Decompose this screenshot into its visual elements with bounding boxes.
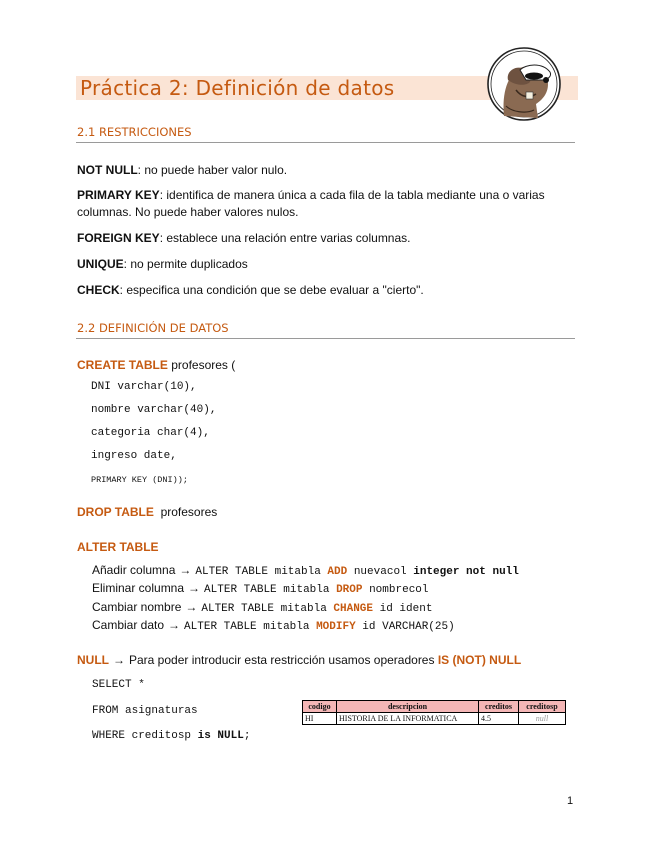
code-line: categoria char(4), xyxy=(91,427,210,439)
alter-table-heading: ALTER TABLE xyxy=(77,540,159,554)
create-keyword: CREATE TABLE xyxy=(77,358,168,372)
code-where xyxy=(92,730,250,742)
code-line: ingreso date, xyxy=(91,450,177,462)
page-number: 1 xyxy=(567,795,574,807)
section-divider xyxy=(76,142,575,143)
alter-code-post: id VARCHAR(25) xyxy=(355,621,455,633)
alter-label: Eliminar columna xyxy=(92,581,185,595)
code-line: DNI varchar(10), xyxy=(91,381,197,393)
term: NOT NULL xyxy=(77,163,138,177)
code-from: FROM asignaturas xyxy=(92,705,198,717)
restriction-foreign-key xyxy=(77,230,582,247)
restriction-unique xyxy=(77,256,582,273)
null-keyword: NULL xyxy=(77,653,109,667)
code-line: nombre varchar(40), xyxy=(91,404,217,416)
alter-code-post: nombrecol xyxy=(362,584,429,596)
term: PRIMARY KEY xyxy=(77,188,160,202)
alter-row xyxy=(92,562,597,581)
alter-code: ALTER TABLE mitabla xyxy=(195,566,328,578)
where-bold: is NULL xyxy=(197,730,244,742)
alter-keyword: DROP xyxy=(336,584,363,596)
drop-rest: profesores xyxy=(160,505,218,519)
description: : identifica de manera única a cada fila de la tabla mediante una o varias columnas. No puede haber valores nulos. xyxy=(77,188,545,219)
description: : no puede haber valor nulo. xyxy=(137,163,288,177)
alter-code: ALTER TABLE mitabla xyxy=(204,584,337,596)
table-cell: HISTORIA DE LA INFORMATICA xyxy=(337,713,479,725)
term: CHECK xyxy=(77,283,120,297)
where-pre: WHERE creditosp xyxy=(92,730,198,742)
description: : establece una relación entre varias columnas. xyxy=(159,231,411,245)
table-cell-null: null xyxy=(519,713,566,725)
arrow-icon: → xyxy=(185,600,198,614)
alter-label: Añadir columna xyxy=(92,563,176,577)
alter-keyword: CHANGE xyxy=(333,603,374,615)
column-header: creditosp xyxy=(519,701,566,713)
table-cell: 4.5 xyxy=(479,713,519,725)
null-line xyxy=(77,652,582,669)
description: : no permite duplicados xyxy=(123,257,248,271)
table-row xyxy=(303,713,566,725)
column-header: codigo xyxy=(303,701,337,713)
alter-code: ALTER TABLE mitabla xyxy=(184,621,317,633)
restriction-primary-key xyxy=(77,187,582,221)
table-header-row xyxy=(303,701,566,713)
drop-keyword: DROP TABLE xyxy=(77,505,154,519)
arrow-icon: → xyxy=(168,618,181,632)
section-title-definicion: 2.2 DEFINICIÓN DE DATOS xyxy=(77,321,229,335)
alter-row xyxy=(92,599,597,618)
arrow-icon: → xyxy=(188,581,201,595)
alter-code-post: id ident xyxy=(373,603,433,615)
code-select: SELECT * xyxy=(92,679,145,691)
alter-keyword: MODIFY xyxy=(316,621,356,633)
drop-table-line xyxy=(77,504,582,521)
restriction-not-null xyxy=(77,162,582,179)
alter-code-bold: integer not null xyxy=(413,566,519,578)
null-operator: IS (NOT) NULL xyxy=(437,653,522,667)
beaver-mascot-icon xyxy=(486,46,562,122)
alter-label: Cambiar dato xyxy=(92,618,165,632)
section-title-restricciones: 2.1 RESTRICCIONES xyxy=(77,125,192,139)
alter-code: ALTER TABLE mitabla xyxy=(201,603,334,615)
code-line-primary-key: PRIMARY KEY (DNI)); xyxy=(91,475,188,485)
result-table xyxy=(302,700,566,725)
table-cell: HI xyxy=(303,713,337,725)
column-header: descripcion xyxy=(337,701,479,713)
where-post: ; xyxy=(243,730,251,742)
create-rest: profesores ( xyxy=(167,358,236,372)
column-header: creditos xyxy=(479,701,519,713)
term: UNIQUE xyxy=(77,257,124,271)
alter-row xyxy=(92,617,597,636)
create-table-line xyxy=(77,357,582,374)
arrow-icon: → xyxy=(179,563,192,577)
term: FOREIGN KEY xyxy=(77,231,160,245)
section-divider xyxy=(76,338,575,339)
alter-label: Cambiar nombre xyxy=(92,600,182,614)
alter-keyword: ADD xyxy=(327,566,348,578)
alter-row xyxy=(92,580,597,599)
null-text: Para poder introducir esta restricción usamos operadores xyxy=(129,653,438,667)
restriction-check xyxy=(77,282,582,299)
alter-code-post: nuevacol xyxy=(347,566,414,578)
description: : especifica una condición que se debe evaluar a "cierto". xyxy=(119,283,424,297)
arrow-icon: → xyxy=(113,653,125,667)
page-title: Práctica 2: Definición de datos xyxy=(80,76,395,100)
